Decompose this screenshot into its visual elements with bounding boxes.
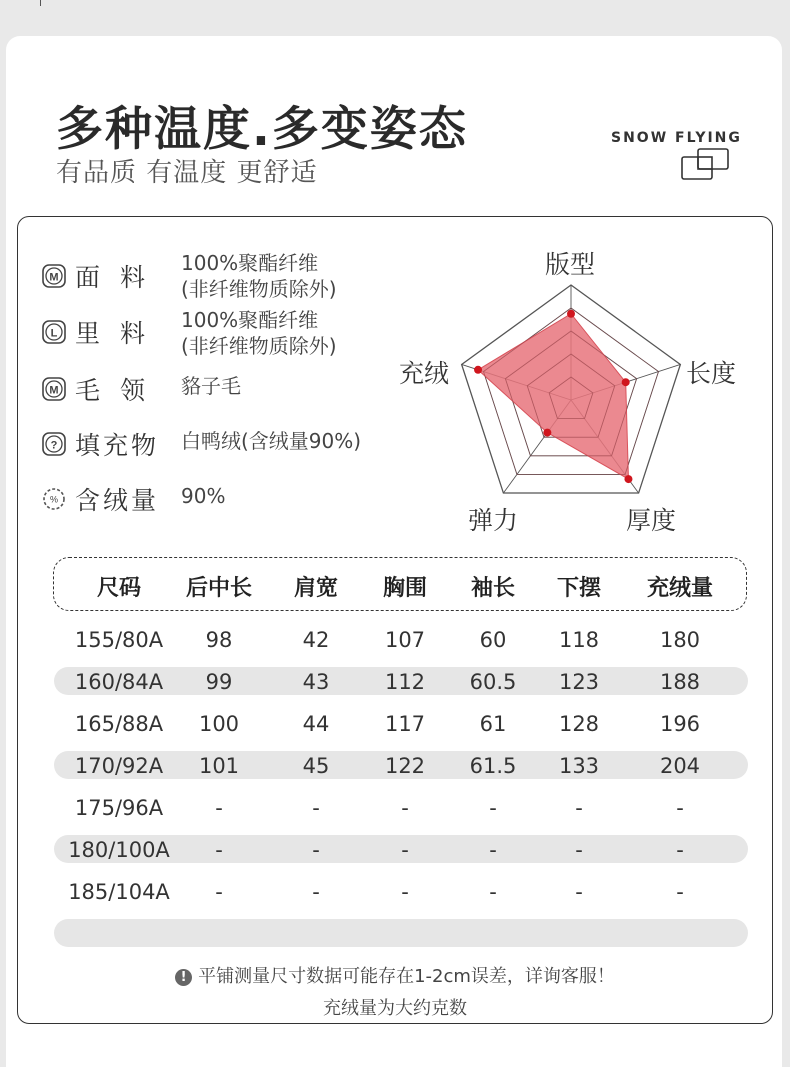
table-cell: 112 xyxy=(384,670,426,694)
svg-text:M: M xyxy=(49,271,59,284)
table-cell: 43 xyxy=(302,670,330,694)
table-header-cell: 胸围 xyxy=(382,576,428,601)
radar-chart xyxy=(390,230,770,540)
table-cell: - xyxy=(676,796,684,820)
table-cell: - xyxy=(575,838,583,862)
table-cell: - xyxy=(215,838,223,862)
letter-m-icon xyxy=(41,376,67,402)
spec-value-down-content: 90% xyxy=(181,484,226,508)
table-header-cell: 后中长 xyxy=(185,576,253,601)
note-text: 平铺测量尺寸数据可能存在1-2cm误差，详询客服！ xyxy=(198,966,615,987)
page-title: 多种温度.多变姿态 xyxy=(56,102,468,157)
radar-label-length: 长度 xyxy=(686,359,737,388)
table-cell: 44 xyxy=(302,712,330,736)
table-cell: 107 xyxy=(384,628,426,652)
percent-icon xyxy=(41,486,67,512)
question-icon xyxy=(41,431,67,457)
table-cell: - xyxy=(575,796,583,820)
svg-text:L: L xyxy=(50,327,58,340)
table-cell: - xyxy=(215,880,223,904)
table-size-cell: 170/92A xyxy=(74,754,164,778)
letter-l-icon xyxy=(41,319,67,345)
page-subtitle: 有品质 有温度 更舒适 xyxy=(56,158,318,188)
spec-value-collar: 貉子毛 xyxy=(181,374,241,398)
letter-m-icon xyxy=(41,263,67,289)
table-cell: 196 xyxy=(659,712,701,736)
radar-point xyxy=(567,310,575,318)
table-size-cell: 180/100A xyxy=(68,838,170,862)
spec-value-line: 100%聚酯纤维 xyxy=(181,251,319,275)
spec-value-filling: 白鸭绒(含绒量90%) xyxy=(181,429,362,453)
table-cell: 123 xyxy=(558,670,600,694)
radar-label-thickness: 厚度 xyxy=(626,506,677,535)
table-header-cell: 肩宽 xyxy=(293,576,339,601)
spec-label: 面料 xyxy=(75,263,166,292)
spec-row-down-content xyxy=(41,481,187,517)
table-cell: - xyxy=(676,838,684,862)
spec-value-lining xyxy=(181,307,337,359)
table-cell: - xyxy=(215,796,223,820)
table-cell: - xyxy=(489,838,497,862)
radar-label-elasticity: 弹力 xyxy=(468,506,519,535)
table-cell: 118 xyxy=(558,628,600,652)
table-cell: - xyxy=(312,838,320,862)
table-cell: 204 xyxy=(659,754,701,778)
spec-value-line: 100%聚酯纤维 xyxy=(181,308,319,332)
table-cell: 60 xyxy=(479,628,507,652)
radar-point xyxy=(543,429,551,437)
table-cell: - xyxy=(312,796,320,820)
spec-label: 含绒量 xyxy=(75,486,160,515)
svg-text:M: M xyxy=(49,384,59,397)
table-size-cell: 185/104A xyxy=(68,880,170,904)
table-cell: 99 xyxy=(205,670,233,694)
table-cell: 101 xyxy=(198,754,240,778)
spec-row-collar xyxy=(41,371,187,407)
table-cell: 61.5 xyxy=(469,754,517,778)
table-cell: 98 xyxy=(205,628,233,652)
radar-label-filling: 充绒 xyxy=(399,359,450,388)
table-cell: 45 xyxy=(302,754,330,778)
table-size-cell: 155/80A xyxy=(74,628,164,652)
table-header-cell: 尺码 xyxy=(96,576,142,601)
spec-value-line: (非纤维物质除外) xyxy=(181,334,337,358)
table-cell: - xyxy=(401,880,409,904)
table-size-cell: 165/88A xyxy=(74,712,164,736)
table-size-cell: 175/96A xyxy=(74,796,164,820)
spec-row-fabric xyxy=(41,258,187,294)
spec-label: 里料 xyxy=(75,319,166,348)
svg-text:?: ? xyxy=(50,439,58,452)
radar-point xyxy=(622,378,630,386)
table-cell: - xyxy=(489,880,497,904)
table-cell: 180 xyxy=(659,628,701,652)
down-amount-note: 充绒量为大约克数 xyxy=(323,998,467,1019)
table-cell: 133 xyxy=(558,754,600,778)
table-cell: - xyxy=(676,880,684,904)
table-header-cell: 下摆 xyxy=(556,576,602,601)
table-row-stripe xyxy=(54,919,748,947)
table-cell: - xyxy=(312,880,320,904)
spec-value-line: (非纤维物质除外) xyxy=(181,277,337,301)
brand-logo-icon xyxy=(681,148,729,180)
table-cell: 100 xyxy=(198,712,240,736)
table-cell: 60.5 xyxy=(469,670,517,694)
radar-point xyxy=(624,475,632,483)
spec-label: 毛领 xyxy=(75,376,166,405)
table-cell: 61 xyxy=(479,712,507,736)
table-cell: 42 xyxy=(302,628,330,652)
radar-label-fit: 版型 xyxy=(545,250,596,279)
spec-row-lining xyxy=(41,314,187,350)
table-cell: - xyxy=(401,796,409,820)
table-cell: - xyxy=(489,796,497,820)
table-cell: 128 xyxy=(558,712,600,736)
radar-point xyxy=(474,366,482,374)
table-cell: - xyxy=(401,838,409,862)
table-size-cell: 160/84A xyxy=(74,670,164,694)
brand-name: SNOW FLYING xyxy=(611,130,742,146)
table-cell: - xyxy=(575,880,583,904)
measurement-note xyxy=(0,962,790,988)
spec-row-filling xyxy=(41,426,187,462)
table-header-cell: 袖长 xyxy=(470,576,516,601)
table-cell: 122 xyxy=(384,754,426,778)
top-divider xyxy=(40,0,41,6)
spec-label: 填充物 xyxy=(75,431,160,460)
table-header-cell: 充绒量 xyxy=(646,576,714,601)
warning-icon: ! xyxy=(175,969,192,986)
svg-text:%: % xyxy=(49,494,59,505)
table-cell: 188 xyxy=(659,670,701,694)
spec-value-fabric xyxy=(181,250,337,302)
table-cell: 117 xyxy=(384,712,426,736)
